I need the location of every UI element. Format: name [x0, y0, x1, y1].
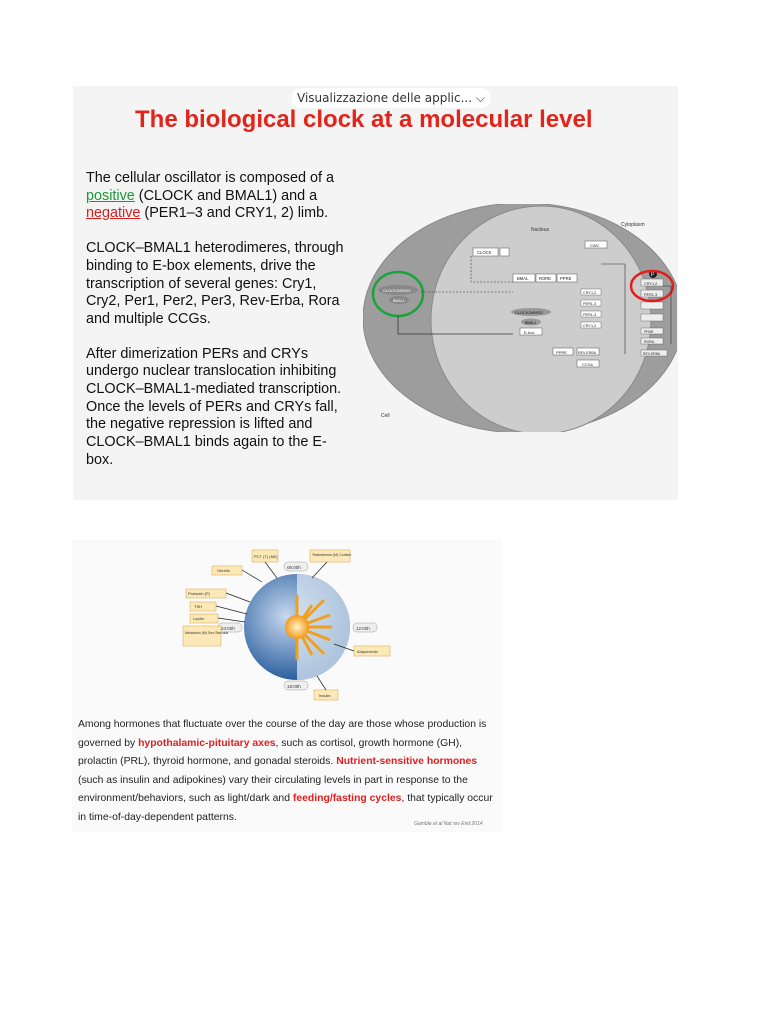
- clock-24: 24:00h: [221, 626, 235, 631]
- text-segment: Among hormones that fluctuate over the course of the day are those whose production is governed by: [78, 719, 487, 749]
- protein-per-1: PER1,3: [583, 302, 597, 306]
- text-segment: (CLOCK and BMAL1) and a: [134, 187, 318, 204]
- hormone-leptin: Leptin: [193, 616, 204, 621]
- viewer-label: Visualizzazione delle applic...: [297, 91, 473, 105]
- text-segment: (PER1–3 and CRY1, 2) limb.: [140, 205, 329, 222]
- p-badge-label: P: [651, 272, 655, 278]
- cytoplasm-label: Cytoplasm: [621, 222, 645, 228]
- gene-clock-label: CLOCK: [477, 250, 492, 255]
- paragraph-dimerization: After dimerization PERs and CRYs undergo nuclear translocation inhibiting CLOCK–BMAL1-mediated transcription. Once the levels of PERs and CRYs fall, the negative repression is lifted and CLOCK–BMAL1 binds again to the E-box.: [86, 345, 342, 468]
- paragraph-heterodimeres: CLOCK–BMAL1 heterodimeres, through binding to E-box elements, drive the transcription of several genes: Cry1, Cry2, Per1, Per2, Per3, Rev-Erba, Rora and multiple CCGs.: [86, 240, 344, 327]
- cyto-ppar: PPAR: [644, 330, 654, 334]
- text-segment: The cellular oscillator is composed of a: [86, 170, 334, 186]
- gene-ppre-label: PPRE: [560, 276, 572, 281]
- highlight-hypothalamic: hypothalamic-pituitary axes: [138, 737, 276, 749]
- gene-ppre-2: PPRE: [556, 350, 567, 355]
- cyto-reverba: REV-ERBA: [643, 352, 661, 356]
- gene-rore-label: RORE: [539, 276, 552, 281]
- clock-12: 12:00h: [356, 626, 370, 631]
- clock-18: 18:00h: [287, 684, 301, 689]
- hormone-testosterone: Testosterone (M) Cortisol: [312, 553, 352, 557]
- hormone-melatonin: Melatonin (M) Sex Steroids: [185, 631, 229, 635]
- cell-label: Cell: [381, 413, 390, 419]
- hormone-adiponectin: Adiponectin: [357, 649, 378, 654]
- slide-hormones: [72, 540, 502, 832]
- cell-diagram: [363, 204, 677, 432]
- hormone-diagram: [72, 540, 502, 716]
- cyto-rora: RORA: [644, 340, 655, 344]
- gene-ccgs: CCGs: [582, 362, 593, 367]
- protein-cry-2: CRY1,2: [583, 324, 597, 328]
- nucleus-label: Nucleus: [531, 227, 550, 233]
- complex-left-top: CLOCK/NPAS2: [383, 288, 411, 293]
- app-viewer-dropdown[interactable]: [291, 88, 491, 108]
- hormone-tsh: TSH: [194, 604, 202, 609]
- text-segment: , such as cortisol, growth hormone (GH), prolactin (PRL), thyroid hormone, and gonadal steroids.: [78, 737, 463, 767]
- protein-cry-1: CRY1,2: [583, 291, 597, 295]
- highlight-feeding: feeding/fasting cycles: [292, 793, 402, 804]
- complex-center-bottom: BMAL1: [525, 321, 537, 325]
- highlight-nutrient: Nutrient-sensitive hormones: [336, 756, 478, 767]
- chevron-down-icon: ⌵: [475, 91, 485, 105]
- hormones-description: [78, 716, 502, 827]
- nucleus: [431, 206, 651, 432]
- citation: Gamble et al Nat rev End 2014: [414, 821, 483, 827]
- positive-link[interactable]: positive: [86, 187, 135, 204]
- cyto-per: PER1,3: [644, 293, 658, 297]
- complex-left-bottom: BMAL1: [393, 299, 405, 303]
- hormone-prolactin: Prolactin (P): [188, 591, 211, 596]
- hormone-ghrelin: Ghrelin: [217, 568, 230, 573]
- complex-center-top: CLOCK/NPAS2: [515, 310, 543, 315]
- protein-per-2: PER1-3: [583, 313, 597, 317]
- ebox-label: E-box: [524, 330, 535, 335]
- slide-body-text: [86, 170, 348, 487]
- text-segment: (such as insulin and adipokines) vary their circulating levels in part in response to the environment/behaviors, such as light/dark and: [78, 774, 468, 804]
- slide-title: The biological clock at a molecular level: [135, 106, 593, 133]
- hormone-insulin: Insulin: [319, 693, 331, 698]
- hormone-pct: PCT (T) (NE): [254, 554, 278, 559]
- sun-icon: [285, 615, 309, 639]
- paragraph-oscillator: [86, 170, 348, 223]
- text-segment: , that typically occur in time-of-day-dependent patterns.: [78, 793, 493, 823]
- gene-bmal-label: BMAL: [517, 276, 529, 281]
- slide-molecular-clock: [73, 86, 678, 500]
- gene-reverba: REV-ERBA: [578, 351, 597, 355]
- cyto-cry: CRY1,2: [644, 282, 658, 286]
- negative-link[interactable]: negative: [86, 205, 141, 222]
- clock-06: 06:00h: [287, 565, 301, 570]
- top-right-label: CWC: [590, 243, 600, 248]
